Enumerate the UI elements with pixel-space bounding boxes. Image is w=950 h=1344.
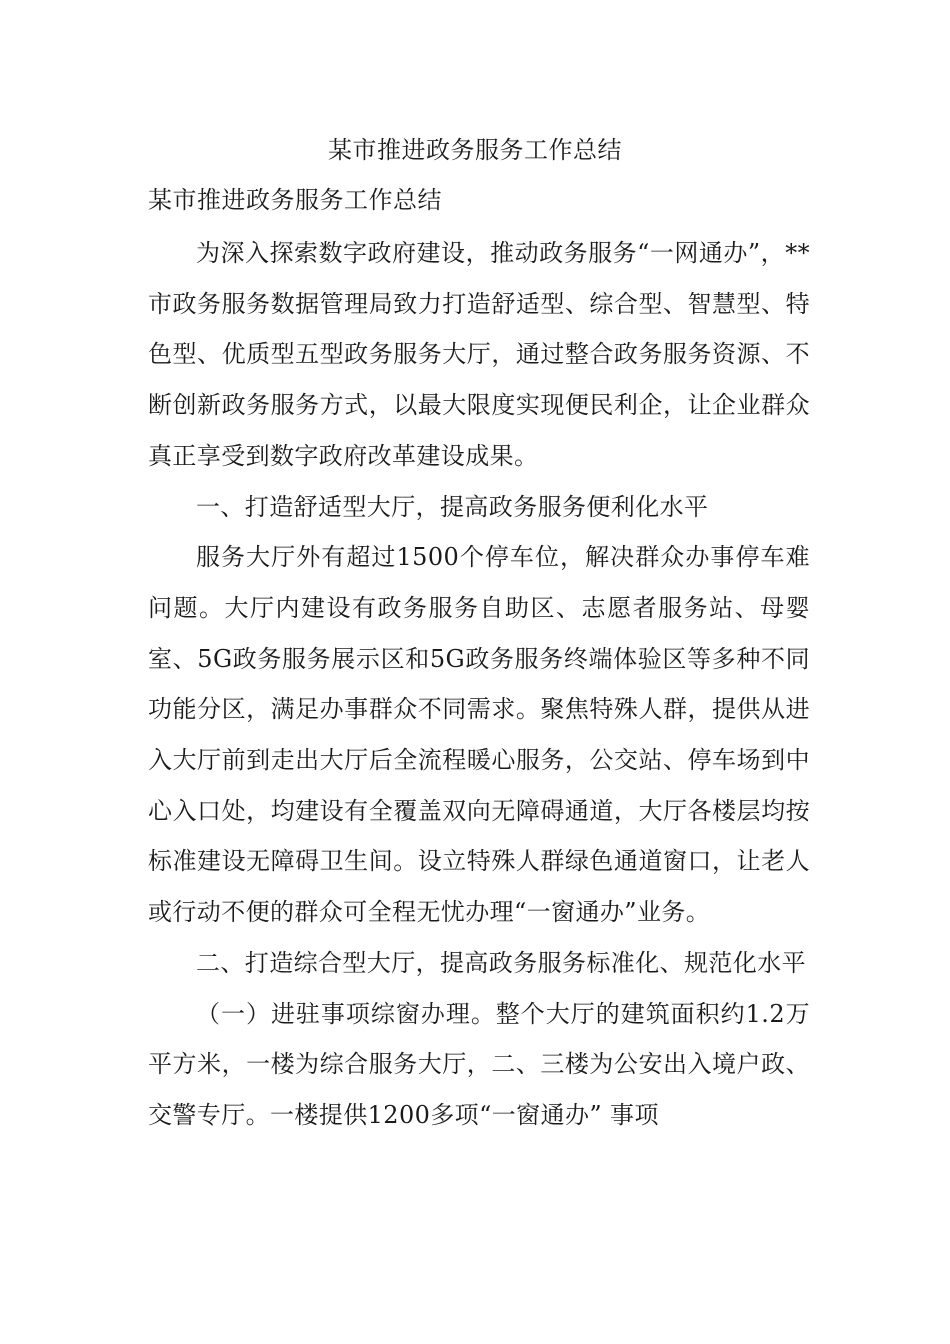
document-body bbox=[148, 228, 810, 1141]
document-subtitle: 某市推进政务服务工作总结 bbox=[148, 186, 442, 214]
paragraph-section-2-1: （一）进驻事项综窗办理。整个大厅的建筑面积约1.2万平方米，一楼为综合服务大厅，二、三楼为公安出入境户政、交警专厅。一楼提供1200多项“一窗通办” 事项 bbox=[148, 999, 810, 1129]
paragraph-section-1: 服务大厅外有超过1500个停车位，解决群众办事停车难问题。大厅内建设有政务服务自助区、志愿者服务站、母婴室、5G政务服务展示区和5G政务服务终端体验区等多种不同功能分区，满足办事群众不同需求。聚焦特殊人群，提供从进入大厅前到走出大厅后全流程暖心服务，公交站、停车场到中心入口处，均建设有全覆盖双向无障碍通道，大厅各楼层均按标准建设无障碍卫生间。设立特殊人群绿色通道窗口，让老人或行动不便的群众可全程无忧办理“一窗通办”业务。 bbox=[148, 543, 810, 927]
paragraph-intro: 为深入探索数字政府建设，推动政务服务“一网通办”，**市政务服务数据管理局致力打造舒适型、综合型、智慧型、特色型、优质型五型政务服务大厅，通过整合政务服务资源、不断创新政务服务方式，以最大限度实现便民利企，让企业群众真正享受到数字政府改革建设成果。 bbox=[148, 239, 810, 470]
document-title: 某市推进政务服务工作总结 bbox=[328, 136, 622, 164]
section-heading-2: 二、打造综合型大厅，提高政务服务标准化、规范化水平 bbox=[196, 948, 806, 977]
section-heading-1: 一、打造舒适型大厅，提高政务服务便利化水平 bbox=[196, 492, 709, 521]
